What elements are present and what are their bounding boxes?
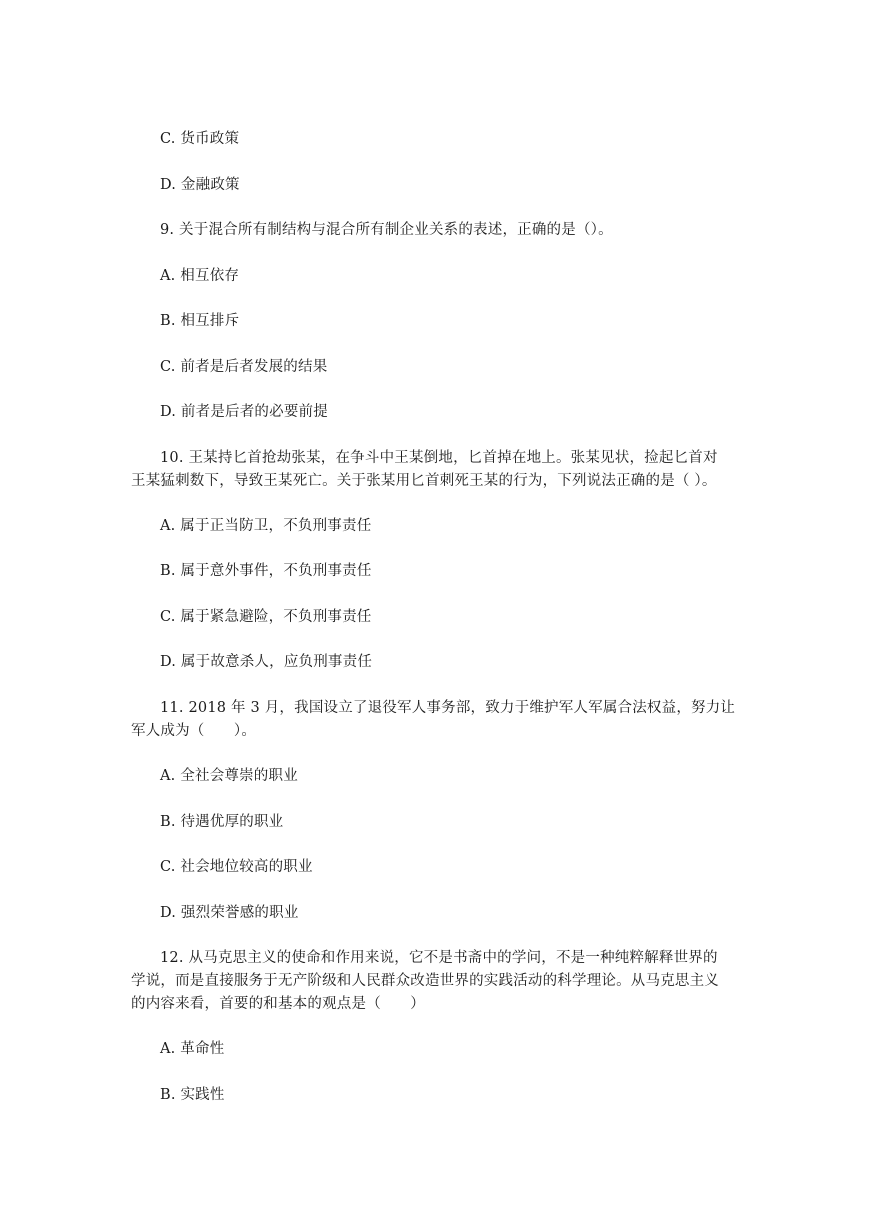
q11-option-c: C. 社会地位较高的职业 xyxy=(160,859,313,875)
q9-option-c: C. 前者是后者发展的结果 xyxy=(160,359,328,375)
q12-stem-line1: 12. 从马克思主义的使命和作用来说，它不是书斋中的学问，不是一种纯粹解释世界的 xyxy=(160,950,718,966)
q9-option-a: A. 相互依存 xyxy=(160,268,240,284)
q10-stem-line1: 10. 王某持匕首抢劫张某，在争斗中王某倒地，匕首掉在地上。张某见状，捡起匕首对 xyxy=(160,450,718,466)
q8-option-d: D. 金融政策 xyxy=(160,177,240,193)
q11-stem-line2: 军人成为（ ）。 xyxy=(131,723,257,739)
q10-option-b: B. 属于意外事件，不负刑事责任 xyxy=(160,563,372,579)
q9-option-b: B. 相互排斥 xyxy=(160,313,240,329)
q10-option-c: C. 属于紧急避险，不负刑事责任 xyxy=(160,609,372,625)
q11-option-a: A. 全社会尊崇的职业 xyxy=(160,768,298,784)
q10-option-a: A. 属于正当防卫，不负刑事责任 xyxy=(160,518,372,534)
q12-option-b: B. 实践性 xyxy=(160,1087,225,1103)
q12-option-a: A. 革命性 xyxy=(160,1041,225,1057)
q10-option-d: D. 属于故意杀人，应负刑事责任 xyxy=(160,654,373,670)
q9-option-d: D. 前者是后者的必要前提 xyxy=(160,404,328,420)
q11-option-b: B. 待遇优厚的职业 xyxy=(160,814,284,830)
q11-stem-line1: 11. 2018 年 3 月，我国设立了退役军人事务部，致力于维护军人军属合法权益，努力让 xyxy=(160,700,736,716)
q9-stem: 9. 关于混合所有制结构与混合所有制企业关系的表述，正确的是（）。 xyxy=(160,222,613,238)
q10-stem-line2: 王某猛刺数下，导致王某死亡。关于张某用匕首刺死王某的行为，下列说法正确的是（ ）。 xyxy=(131,473,717,489)
q12-stem-line3: 的内容来看，首要的和基本的观点是（ ） xyxy=(131,996,425,1012)
q11-option-d: D. 强烈荣誉感的职业 xyxy=(160,905,299,921)
q12-stem-line2: 学说，而是直接服务于无产阶级和人民群众改造世界的实践活动的科学理论。从马克思主义 xyxy=(131,973,719,989)
q8-option-c: C. 货币政策 xyxy=(160,131,240,147)
